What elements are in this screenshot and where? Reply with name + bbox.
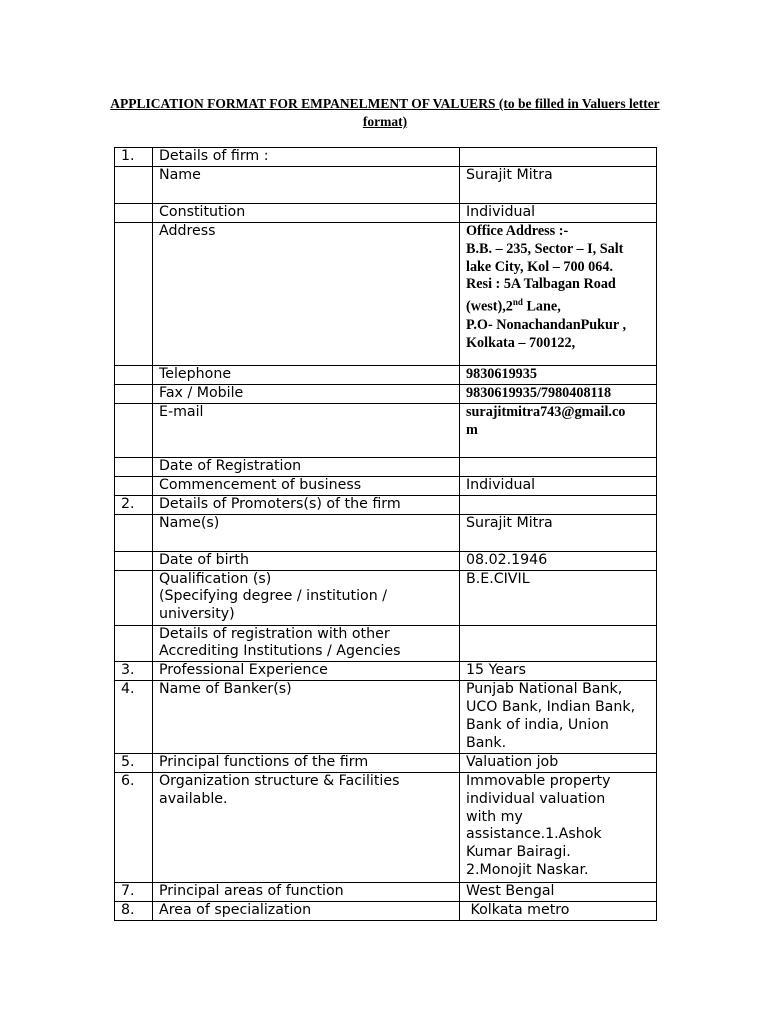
row-number: 4. [115,681,153,754]
row-value: Individual [460,204,657,223]
row-number: 6. [115,772,153,882]
table-row [115,662,657,681]
row-value: 9830619935/7980408118 [460,385,657,404]
value-line: Kumar Bairagi. [466,844,571,861]
row-value [460,457,657,476]
row-label: Professional Experience [153,662,460,681]
row-label: Telephone [153,366,460,385]
table-row [115,681,657,754]
table-row [115,476,657,495]
row-number: 2. [115,495,153,514]
row-number [115,570,153,625]
row-label: Date of Registration [153,457,460,476]
table-row [115,625,657,662]
row-label: Area of specialization [153,901,460,920]
table-row [115,754,657,773]
address-line: P.O- NonachandanPukur , [466,316,627,333]
email-line: m [466,421,478,438]
row-value: Surajit Mitra [460,167,657,204]
row-value: Valuation job [460,754,657,773]
row-number [115,625,153,662]
label-line: Details of registration with other [159,625,390,642]
row-number [115,403,153,457]
table-row [115,457,657,476]
table-row [115,366,657,385]
value-line: Bank. [466,734,507,751]
row-label: Commencement of business [153,476,460,495]
row-number: 5. [115,754,153,773]
row-label: Details of Promoters(s) of the firm [153,495,460,514]
bankers-value [460,681,657,754]
value-line: individual valuation [466,790,606,807]
address-value [460,223,657,366]
address-line: B.B. – 235, Sector – I, Salt [466,240,624,257]
row-number: 8. [115,901,153,920]
label-line: available. [159,790,228,807]
row-number: 3. [115,662,153,681]
address-line: Office Address :- [466,223,569,239]
label-line: Organization structure & Facilities [159,772,400,789]
document-title: APPLICATION FORMAT FOR EMPANELMENT OF VALUERS (to be filled in Valuers letter format) [110,96,660,129]
row-number: 7. [115,882,153,901]
row-label: Principal areas of function [153,882,460,901]
row-value [460,625,657,662]
label-line: Accrediting Institutions / Agencies [159,643,401,660]
row-number: 1. [115,148,153,167]
row-value: Individual [460,476,657,495]
value-line: Immovable property [466,772,611,789]
row-value: 08.02.1946 [460,551,657,570]
email-line: surajitmitra743@gmail.co [466,403,626,420]
value-line: with my [466,808,523,825]
organization-value [460,772,657,882]
row-label: Principal functions of the firm [153,754,460,773]
row-value [460,495,657,514]
row-number [115,385,153,404]
table-row [115,495,657,514]
label-line: (Specifying degree / institution / [159,588,387,605]
row-number [115,551,153,570]
address-line: Kolkata – 700122, [466,334,576,351]
address-line: lake City, Kol – 700 064. [466,258,614,275]
row-label: Name(s) [153,514,460,551]
value-line: UCO Bank, Indian Bank, [466,698,636,715]
address-line: Resi : 5A Talbagan Road [466,276,616,293]
table-row [115,901,657,920]
row-number [115,514,153,551]
accreditation-label [153,625,460,662]
row-value: Kolkata metro [460,901,657,920]
row-label: Name of Banker(s) [153,681,460,754]
row-number [115,476,153,495]
row-label: Fax / Mobile [153,385,460,404]
row-value: West Bengal [460,882,657,901]
value-line: 2.Monojit Naskar. [466,861,589,878]
table-row [115,570,657,625]
row-label: Name [153,167,460,204]
row-value: 9830619935 [460,366,657,385]
table-row [115,551,657,570]
table-row [115,148,657,167]
row-value: Surajit Mitra [460,514,657,551]
row-number [115,204,153,223]
table-row [115,223,657,366]
organization-label [153,772,460,882]
table-row [115,882,657,901]
email-value [460,403,657,457]
table-row [115,514,657,551]
label-line: university) [159,606,235,623]
row-label: Constitution [153,204,460,223]
row-number [115,223,153,366]
table-row [115,167,657,204]
row-label: Address [153,223,460,366]
table-row [115,385,657,404]
table-row [115,204,657,223]
row-value: B.E.CIVIL [460,570,657,625]
qualification-label [153,570,460,625]
row-label: Details of firm : [153,148,460,167]
row-number [115,366,153,385]
row-value [460,148,657,167]
value-line: Bank of india, Union [466,716,609,733]
table-row [115,772,657,882]
row-value: 15 Years [460,662,657,681]
table-row [115,403,657,457]
label-line: Qualification (s) [159,570,272,587]
value-line: Punjab National Bank, [466,681,623,698]
value-line: assistance.1.Ashok [466,826,602,843]
row-label: E-mail [153,403,460,457]
application-form-table [114,147,657,921]
row-number [115,167,153,204]
address-line: (west),2nd Lane, [466,297,561,315]
row-label: Date of birth [153,551,460,570]
row-number [115,457,153,476]
